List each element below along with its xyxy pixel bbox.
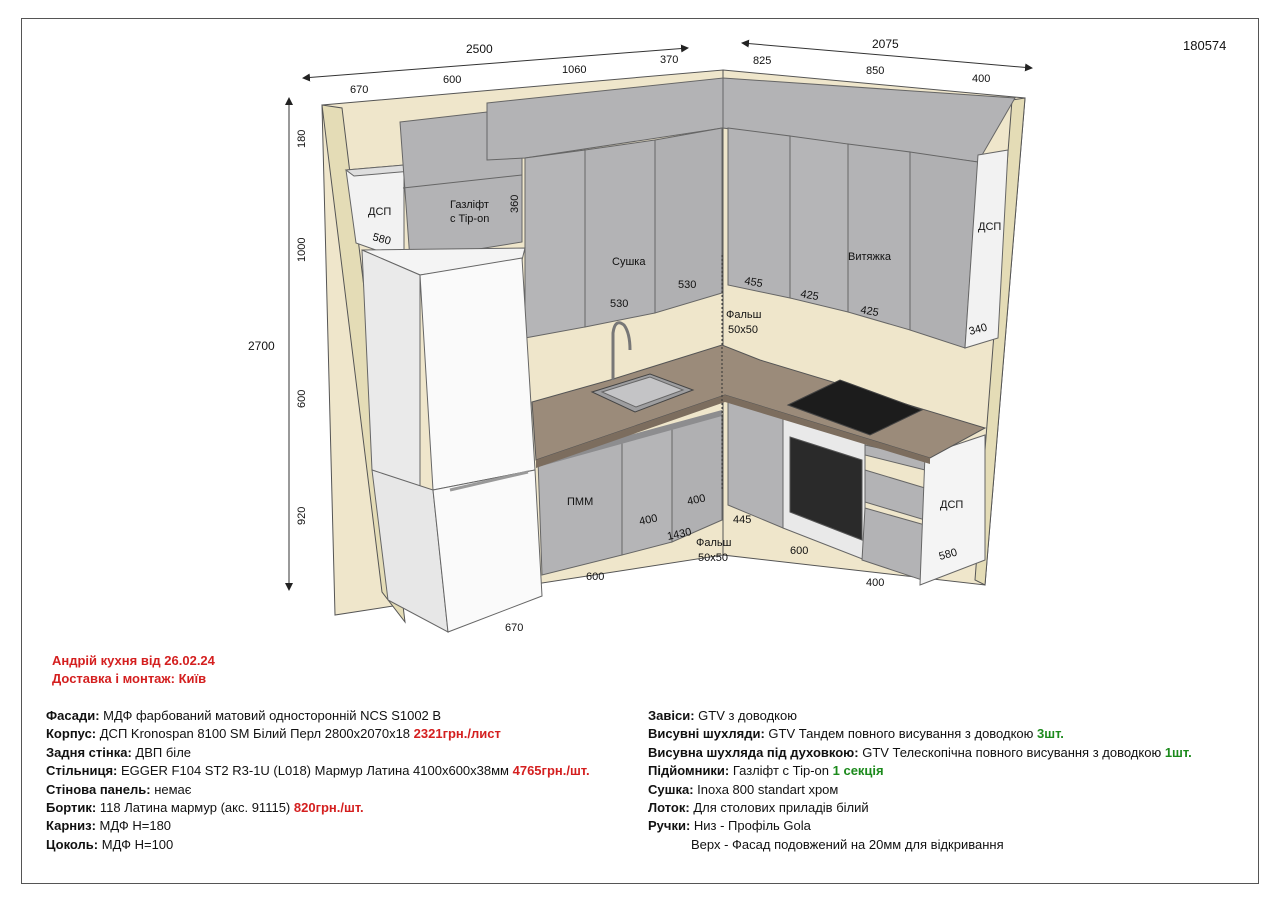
dim-h-upper: 1000 — [296, 237, 308, 262]
dim-top-l1: 670 — [350, 84, 369, 96]
spec-row: Висувні шухляди: GTV Тандем повного висування з доводкою 3шт. — [648, 726, 1064, 742]
dim-425b: 425 — [859, 304, 880, 320]
spec-row: Висувна шухляда під духовкою: GTV Телескопічна повного висування з доводкою 1шт. — [648, 744, 1192, 760]
label-pmm: ПММ — [567, 496, 594, 508]
dim-580-upper: 580 — [371, 231, 393, 248]
dim-top-l4: 370 — [660, 54, 679, 66]
dim-425a: 425 — [799, 288, 820, 304]
label-dsp-right-upper: ДСП — [978, 221, 1002, 233]
label-gaslift-1: Газліфт — [450, 199, 489, 211]
spec-row: Цоколь: МДФ Н=100 — [46, 836, 174, 852]
spec-row: Стільниця: EGGER F104 ST2 R3-1U (L018) Мармур Латина 4100x600x38мм 4765грн./шт. — [46, 763, 590, 779]
dim-top-r2: 850 — [866, 65, 885, 77]
label-sushka: Сушка — [612, 256, 646, 268]
dim-top-left-total: 2500 — [466, 42, 493, 56]
label-gaslift-2: с Tip-on — [450, 213, 490, 225]
label-falsh-upper-1: Фальш — [726, 309, 762, 321]
spec-row: Верх - Фасад подовжений на 20мм для відкривання — [691, 836, 1004, 852]
dim-height-total: 2700 — [248, 339, 275, 353]
dim-360: 360 — [509, 194, 521, 213]
label-dsp-left: ДСП — [368, 206, 392, 218]
order-number: 180574 — [1183, 38, 1227, 53]
dim-top-right-total: 2075 — [872, 37, 899, 51]
spec-row: Завіси: GTV з доводкою — [648, 708, 797, 723]
spec-list-left — [46, 707, 590, 854]
dim-400b: 400 — [686, 492, 707, 508]
spec-row: Фасади: МДФ фарбований матовий односторонній NCS S1002 B — [46, 708, 442, 723]
dim-600-base: 600 — [586, 571, 605, 583]
label-falsh-lower-2: 50x50 — [698, 552, 728, 564]
spec-row: Карниз: МДФ Н=180 — [46, 818, 172, 834]
dim-h-back: 600 — [296, 389, 308, 408]
order-title: Андрій кухня від 26.02.24 — [52, 653, 215, 668]
spec-row: Стінова панель: немає — [46, 781, 192, 797]
delivery-title: Доставка і монтаж: Київ — [52, 671, 207, 686]
label-falsh-upper-2: 50x50 — [728, 324, 758, 336]
label-vytyazhka: Витяжка — [848, 251, 892, 263]
dim-top-r1: 825 — [753, 55, 772, 67]
dim-1430: 1430 — [666, 526, 693, 543]
dim-530a: 530 — [610, 298, 629, 310]
spec-row: Лоток: Для столових приладів білий — [648, 799, 869, 815]
spec-row: Сушка: Inoxa 800 standart хром — [648, 781, 839, 797]
dim-400a: 400 — [638, 512, 659, 528]
dim-400-drawers: 400 — [866, 577, 885, 589]
spec-row: Ручки: Низ - Профіль Gola — [648, 818, 811, 834]
spec-row: Корпус: ДСП Kronospan 8100 SM Білий Перл 2800x2070x18 2321грн./лист — [46, 726, 501, 742]
dim-580-base: 580 — [937, 546, 959, 563]
dim-445: 445 — [733, 514, 752, 526]
spec-list-right — [648, 707, 1192, 854]
dim-455: 455 — [743, 275, 764, 291]
dim-h-base: 920 — [296, 506, 308, 525]
spec-row: Підйомники: Газліфт с Tip-on 1 секція — [648, 763, 884, 779]
dim-600-oven: 600 — [790, 545, 809, 557]
label-dsp-right-lower: ДСП — [940, 499, 964, 511]
dim-530b: 530 — [678, 279, 697, 291]
dim-670-fridge: 670 — [505, 622, 524, 634]
fridge — [362, 248, 542, 632]
dim-top-l3: 1060 — [562, 64, 587, 76]
dim-h-cornice: 180 — [296, 129, 308, 148]
dim-top-l2: 600 — [443, 74, 462, 86]
dim-top-r3: 400 — [972, 73, 991, 85]
label-falsh-lower-1: Фальш — [696, 537, 732, 549]
spec-row: Задня стінка: ДВП біле — [46, 744, 192, 760]
spec-row: Бортик: 118 Латина мармур (акс. 91115) 820грн./шт. — [46, 799, 364, 815]
dim-340: 340 — [967, 321, 989, 338]
